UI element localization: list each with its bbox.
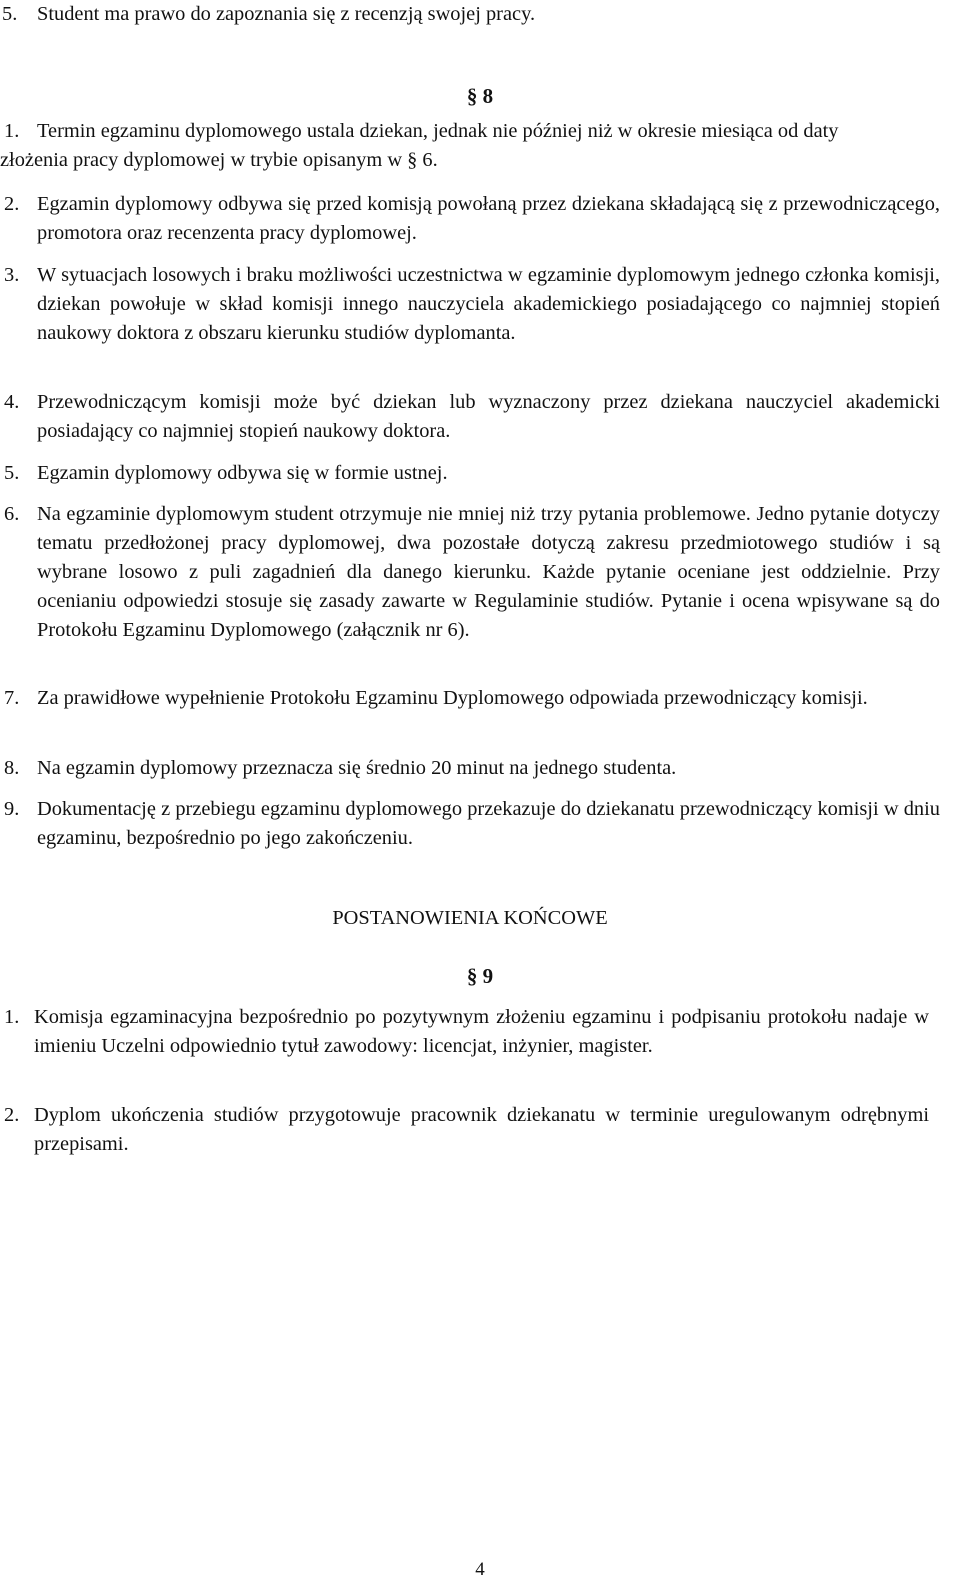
list-item-8-1 — [0, 117, 940, 175]
item-number: 1. — [4, 120, 20, 142]
item-text: Dokumentację z przebiegu egzaminu dyplomowego przekazuje do dziekanatu przewodniczący komisji w dniu egzaminu, bezpośrednio po jego zakończeniu. — [37, 798, 940, 849]
item-text: W sytuacjach losowych i braku możliwości uczestnictwa w egzaminie dyplomowym jednego członka komisji, dziekan powołuje w skład komisji innego nauczyciela akademickiego posiadającego co najmniej stopień naukowy doktora z obszaru kierunku studiów dyplomanta. — [37, 264, 940, 344]
list-item-8-3 — [0, 261, 940, 348]
list-item-9-2 — [0, 1101, 940, 1159]
item-text: Egzamin dyplomowy odbywa się w formie ustnej. — [37, 462, 448, 484]
section-8-heading: § 8 — [466, 84, 494, 108]
item-number: 8. — [4, 757, 20, 779]
item-text: Za prawidłowe wypełnienie Protokołu Egzaminu Dyplomowego odpowiada przewodniczący komisji. — [37, 687, 868, 709]
item-text: Egzamin dyplomowy odbywa się przed komisją powołaną przez dziekana składającą się z przewodniczącego, promotora oraz recenzenta pracy dyplomowej. — [37, 193, 940, 244]
item-text: Komisja egzaminacyjna bezpośrednio po pozytywnym złożeniu egzaminu i podpisaniu protokołu nadaje w imieniu Uczelni odpowiednio tytuł zawodowy: licencjat, inżynier, magister. — [34, 1006, 929, 1057]
item-number: 4. — [4, 391, 20, 413]
list-item-9-1 — [0, 1003, 940, 1061]
item-number: 1. — [4, 1006, 20, 1028]
item-text: Termin egzaminu dyplomowego ustala dziekan, jednak nie później niż w okresie miesiąca od daty złożenia pracy dyplomowej w trybie opisanym w § 6. — [0, 120, 839, 171]
list-item-prev-5 — [0, 0, 940, 29]
list-item-8-4 — [0, 388, 940, 446]
page-number: 4 — [475, 1559, 485, 1580]
item-number: 9. — [4, 798, 20, 820]
item-text: Student ma prawo do zapoznania się z recenzją swojej pracy. — [37, 3, 536, 25]
section-9-heading: § 9 — [466, 964, 494, 988]
item-text: Na egzaminie dyplomowym student otrzymuje nie mniej niż trzy pytania problemowe. Jedno pytanie dotyczy tematu przedłożonej pracy dyplomowej, dwa pozostałe dotyczą zakresu przedmiotowego studiów i są wybrane losowo z puli zagadnień dla danego kierunku. Każde pytanie oceniane jest oddzielnie. Przy ocenianiu odpowiedzi stosuje się zasady zawarte w Regulaminie studiów. Pytanie i ocena wpisywane są do Protokołu Egzaminu Dyplomowego (załącznik nr 6). — [37, 503, 940, 641]
item-number: 5. — [2, 3, 18, 25]
item-number: 5. — [4, 462, 20, 484]
list-item-8-5 — [0, 459, 940, 488]
item-number: 6. — [4, 503, 20, 525]
item-text: Dyplom ukończenia studiów przygotowuje pracownik dziekanatu w terminie uregulowanym odrębnymi przepisami. — [34, 1104, 929, 1155]
item-number: 7. — [4, 687, 20, 709]
item-number: 2. — [4, 193, 20, 215]
item-text: Na egzamin dyplomowy przeznacza się średnio 20 minut na jednego studenta. — [37, 757, 677, 779]
list-item-8-7 — [0, 684, 940, 713]
list-item-8-6 — [0, 500, 940, 645]
item-number: 2. — [4, 1104, 20, 1126]
item-number: 3. — [4, 264, 20, 286]
final-provisions-heading: POSTANOWIENIA KOŃCOWE — [332, 907, 608, 929]
list-item-8-8 — [0, 754, 940, 783]
list-item-8-9 — [0, 795, 940, 853]
list-item-8-2 — [0, 190, 940, 248]
item-text: Przewodniczącym komisji może być dziekan lub wyznaczony przez dziekana nauczyciel akademicki posiadający co najmniej stopień naukowy doktora. — [37, 391, 940, 442]
